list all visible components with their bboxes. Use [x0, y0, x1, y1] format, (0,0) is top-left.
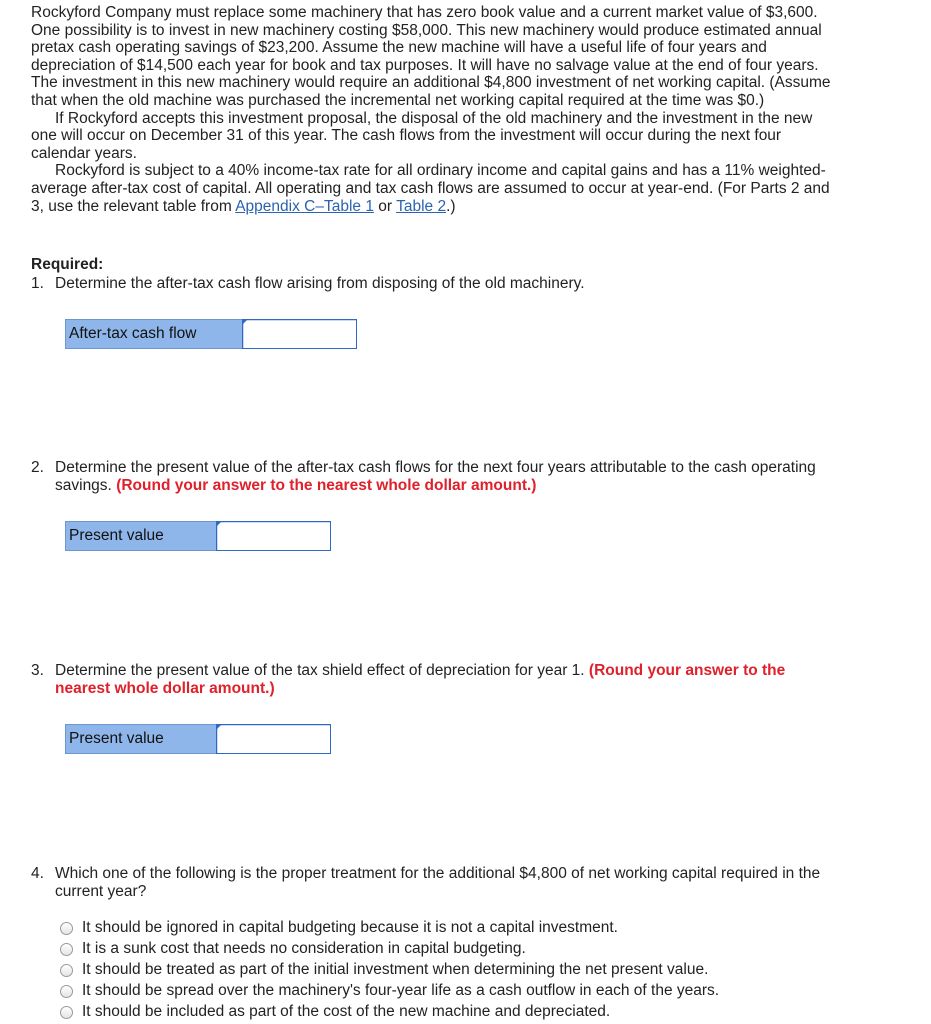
- question-3-number: 3.: [31, 662, 44, 679]
- required-heading: Required:: [31, 256, 104, 273]
- option-sunk-cost[interactable]: [60, 939, 526, 959]
- radio-button[interactable]: [60, 985, 73, 998]
- present-value-field-wrap: [216, 521, 331, 551]
- radio-button[interactable]: [60, 964, 73, 977]
- after-tax-cash-flow-label: After-tax cash flow: [65, 319, 242, 349]
- option-label: It should be ignored in capital budgeting because it is not a capital investment.: [82, 919, 618, 936]
- option-initial-investment[interactable]: [60, 960, 708, 980]
- after-tax-cash-flow-field-wrap: [242, 319, 357, 349]
- radio-button[interactable]: [60, 922, 73, 935]
- option-spread-over-life[interactable]: [60, 981, 719, 1001]
- present-value-field-wrap: [216, 724, 331, 754]
- question-1-text: Determine the after-tax cash flow arising from disposing of the old machinery.: [55, 275, 585, 292]
- intro-paragraph-2: If Rockyford accepts this investment proposal, the disposal of the old machinery and the investment in the new one will occur on December 31 of this year. The cash flows from the investment will occur during the next four calendar years.: [31, 109, 813, 162]
- problem-statement: [31, 4, 831, 215]
- question-2-text: Determine the present value of the after-tax cash flows for the next four years attributable to the cash operating savings.: [55, 459, 816, 494]
- radio-button[interactable]: [60, 1006, 73, 1019]
- question-3-text: Determine the present value of the tax shield effect of depreciation for year 1.: [55, 662, 585, 679]
- present-value-input-q3[interactable]: [216, 724, 331, 754]
- question-3: [31, 662, 831, 698]
- option-label: It is a sunk cost that needs no consideration in capital budgeting.: [82, 940, 526, 957]
- question-2-answer-row: [65, 521, 331, 551]
- field-marker-icon: [216, 724, 222, 730]
- question-2-number: 2.: [31, 459, 44, 476]
- field-marker-icon: [216, 521, 222, 527]
- present-value-input-q2[interactable]: [216, 521, 331, 551]
- question-4-number: 4.: [31, 865, 44, 882]
- intro-paragraph-3: [31, 162, 831, 215]
- after-tax-cash-flow-input[interactable]: [242, 319, 357, 349]
- question-4: [31, 865, 831, 901]
- present-value-label: Present value: [65, 521, 216, 551]
- table-2-link[interactable]: Table 2: [396, 197, 447, 215]
- question-3-rounding-hint: (Round your answer to the nearest whole dollar amount.): [55, 662, 786, 697]
- intro-paragraph-3-or: or: [373, 197, 397, 215]
- question-3-answer-row: [65, 724, 331, 754]
- intro-paragraph-1: Rockyford Company must replace some machinery that has zero book value and a current market value of $3,600. One possibility is to invest in new machinery costing $58,000. This new machinery would produce estimated annual pretax cash operating savings of $23,200. Assume the new machine will have a useful life of four years and depreciation of $14,500 each year for book and tax purposes. It will have no salvage value at the end of four years. The investment in this new machinery would require an additional $4,800 investment of net working capital. (Assume that when the old machine was purchased the incremental net working capital required at the time was $0.): [31, 4, 831, 109]
- question-2-rounding-hint: (Round your answer to the nearest whole dollar amount.): [116, 477, 537, 494]
- option-label: It should be spread over the machinery's four-year life as a cash outflow in each of the years.: [82, 982, 720, 999]
- radio-button[interactable]: [60, 943, 73, 956]
- question-1-number: 1.: [31, 275, 44, 292]
- option-label: It should be included as part of the cost of the new machine and depreciated.: [82, 1003, 611, 1020]
- field-marker-icon: [242, 319, 248, 325]
- question-1-answer-row: [65, 319, 357, 349]
- option-label: It should be treated as part of the initial investment when determining the net present value.: [82, 961, 709, 978]
- question-4-text: Which one of the following is the proper treatment for the additional $4,800 of net working capital required in the current year?: [55, 865, 821, 900]
- intro-paragraph-3-end: .): [446, 197, 456, 215]
- intro-paragraph-3-text: Rockyford is subject to a 40% income-tax rate for all ordinary income and capital gains and has a 11% weighted-average after-tax cost of capital. All operating and tax cash flows are assumed to occur at year-end. (For Parts 2 and 3, use the relevant table from: [31, 162, 830, 215]
- option-ignore[interactable]: [60, 918, 618, 938]
- option-depreciate[interactable]: [60, 1002, 610, 1022]
- question-2-body: [55, 459, 831, 495]
- question-3-body: [55, 662, 831, 698]
- present-value-label: Present value: [65, 724, 216, 754]
- appendix-table-1-link[interactable]: Appendix C–Table 1: [235, 197, 374, 215]
- question-2: [31, 459, 831, 495]
- question-1: [31, 275, 831, 293]
